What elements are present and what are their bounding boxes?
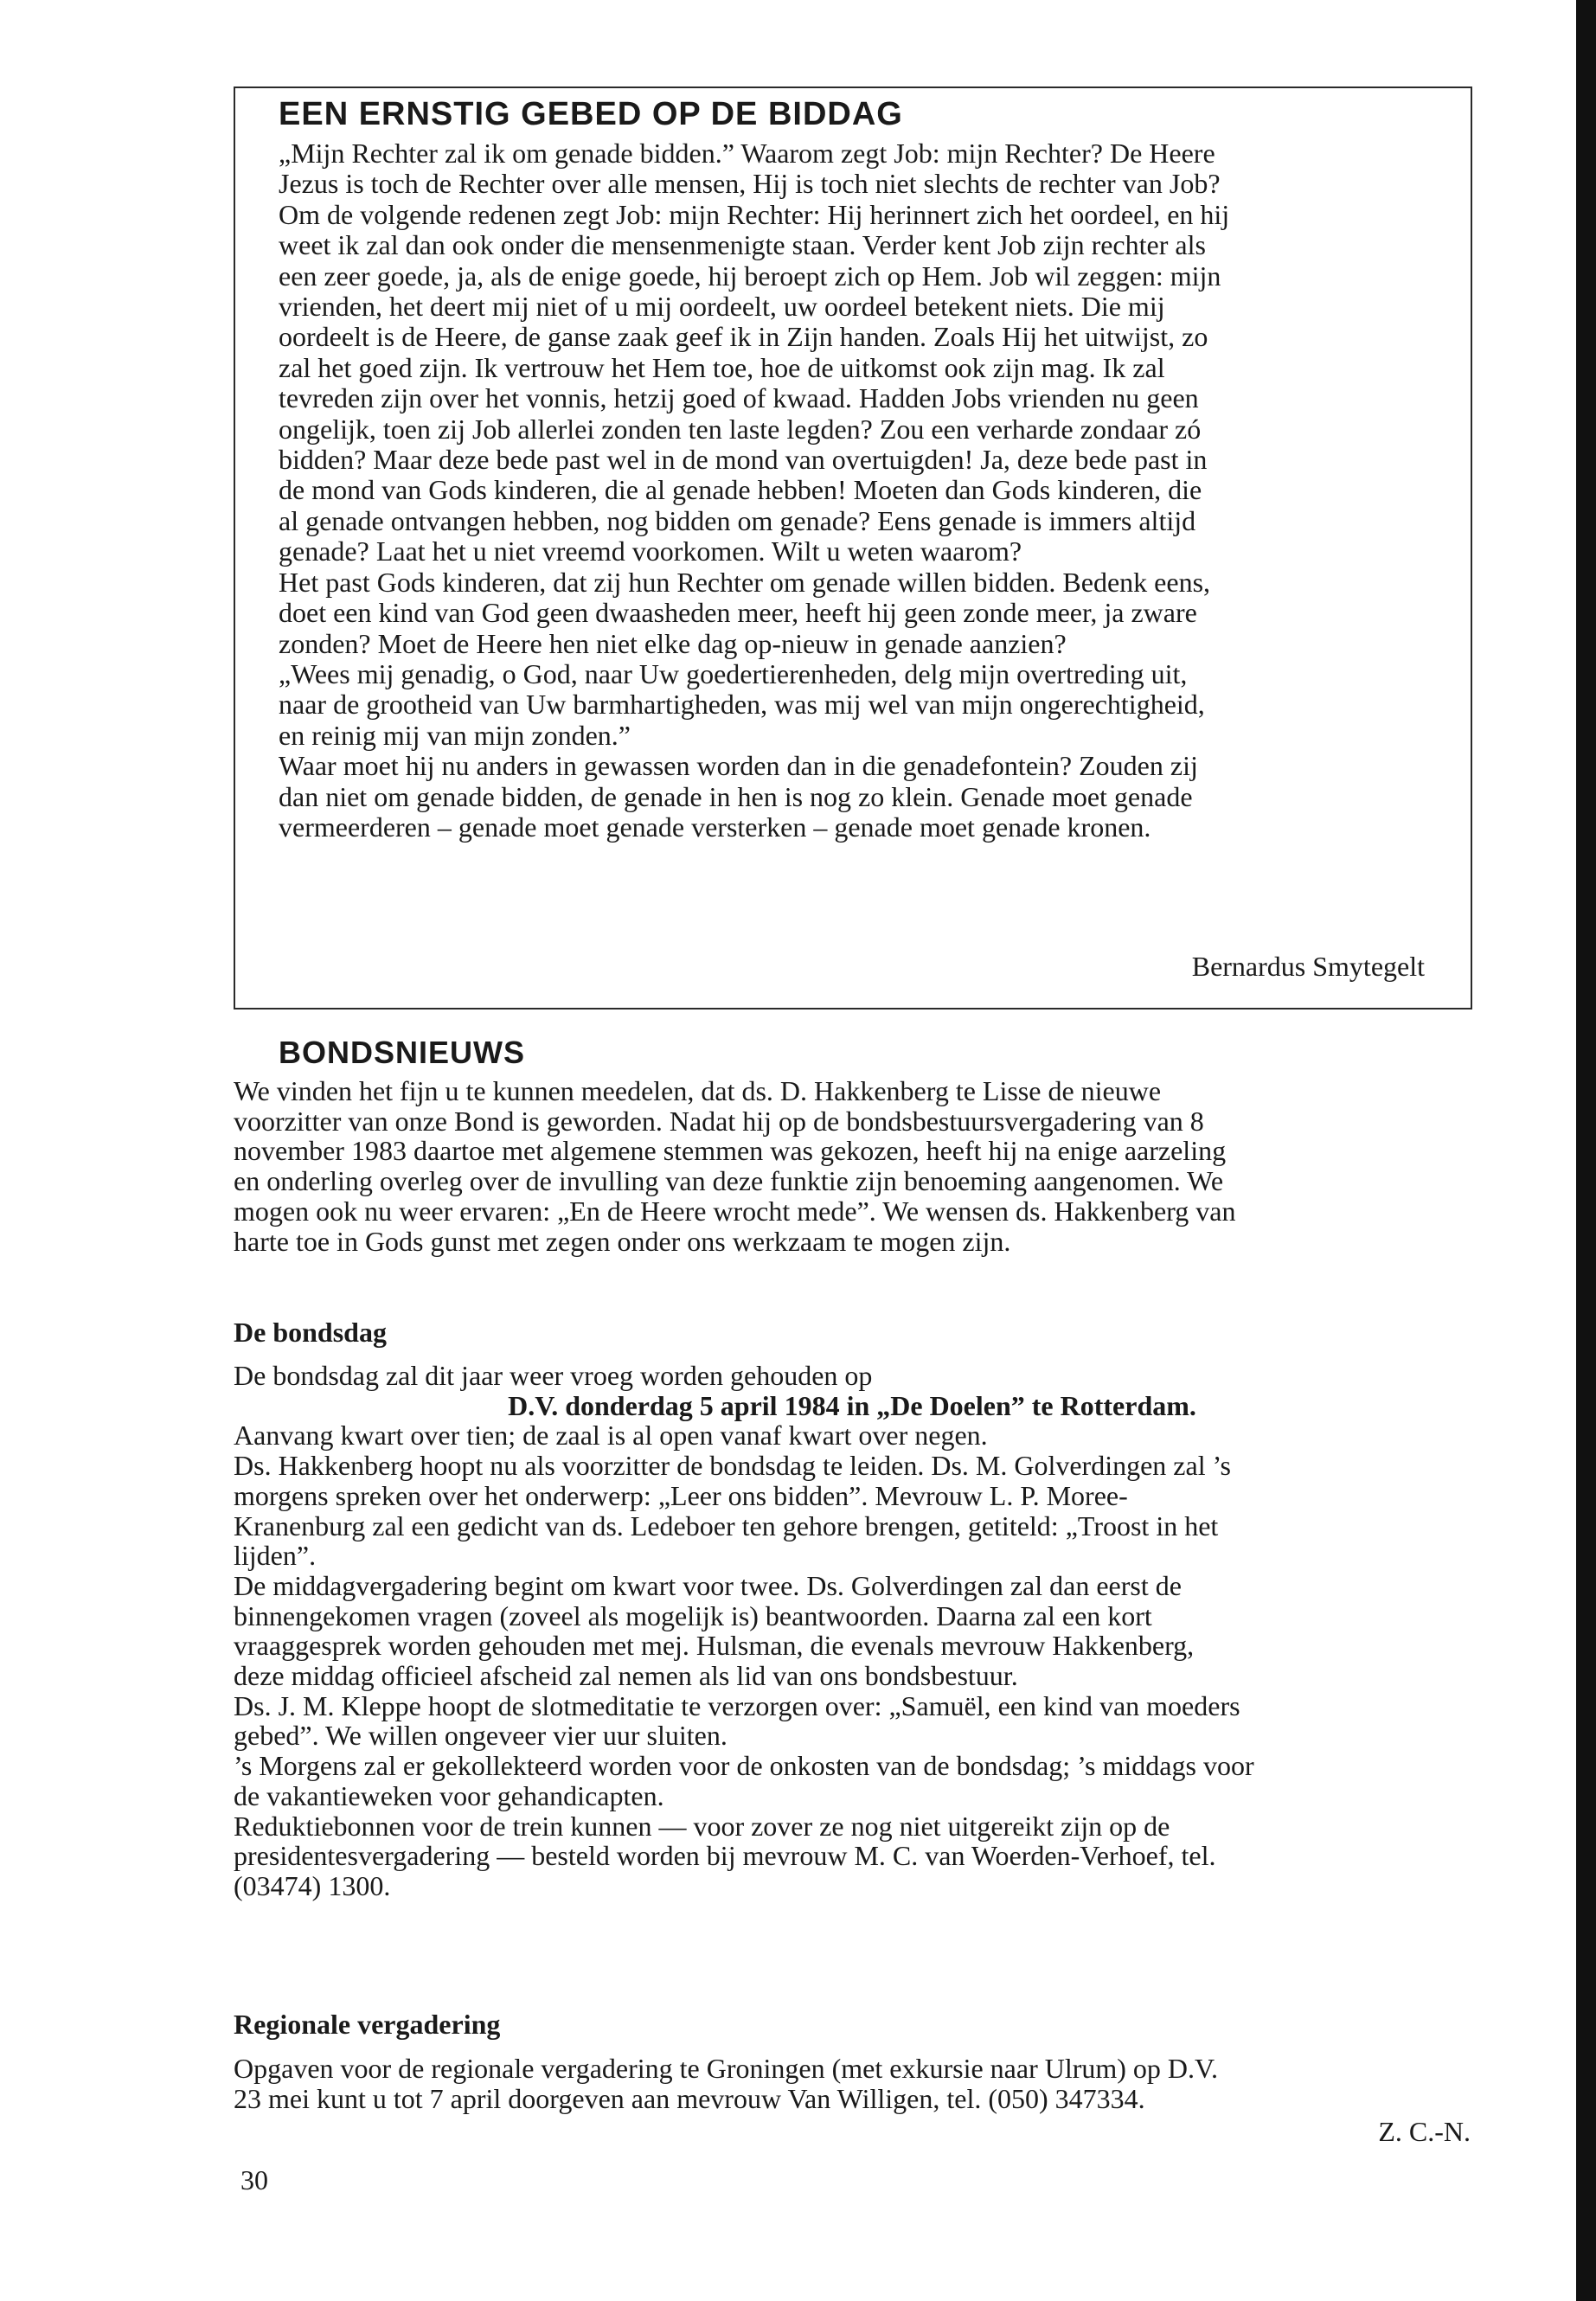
body-line: binnengekomen vragen (zoveel als mogelijk is) beantwoorden. Daarna zal een kort	[234, 1599, 1152, 1631]
body-line: harte toe in Gods gunst met zegen onder ons werkzaam te mogen zijn.	[234, 1225, 1011, 1257]
body-line: vraaggesprek worden gehouden met mej. Hulsman, die evenals mevrouw Hakkenberg,	[234, 1630, 1195, 1662]
body-line: 23 mei kunt u tot 7 april doorgeven aan mevrouw Van Willigen, tel. (050) 347334.	[234, 2082, 1145, 2114]
bondsnieuws-body	[234, 1076, 1471, 1256]
article-line: doet een kind van God geen dwaasheden meer, heeft hij geen zonde meer, ja zware	[279, 597, 1197, 629]
body-line: gebed”. We willen ongeveer vier uur sluiten.	[234, 1720, 727, 1752]
article-author: Bernardus Smytegelt	[1191, 951, 1425, 982]
body-line: en onderling overleg over de invulling van deze funktie zijn benoeming aangenomen. We	[234, 1165, 1224, 1197]
body-line: deze middag officieel afscheid zal nemen als lid van ons bondsbestuur.	[234, 1660, 1018, 1692]
article-line: vrienden, het deert mij niet of u mij oordeelt, uw oordeel betekent niets. Die mij	[279, 291, 1165, 323]
body-line: lijden”.	[234, 1540, 317, 1572]
regionale-body	[234, 2054, 1471, 2113]
article-line: „Wees mij genadig, o God, naar Uw goedertierenheden, delg mijn overtreding uit,	[279, 657, 1188, 689]
bondsdag-body	[234, 1361, 1471, 1901]
article-line: weet ik zal dan ook onder die mensenmenigte staan. Verder kent Job zijn rechter als	[279, 229, 1206, 261]
body-line: De bondsdag zal dit jaar weer vroeg worden gehouden op	[234, 1360, 873, 1391]
body-line: de vakantieweken voor gehandicapten.	[234, 1779, 664, 1811]
article-line: ongelijk, toen zij Job allerlei zonden ten laste legden? Zou een verharde zondaar zó	[279, 413, 1202, 445]
article-line: vermeerderen – genade moet genade versterken – genade moet genade kronen.	[279, 811, 1151, 843]
article-line: en reinig mij van mijn zonden.”	[279, 719, 631, 751]
article-line: bidden? Maar deze bede past wel in de mond van overtuigden! Ja, deze bede past in	[279, 444, 1208, 476]
body-line: Aanvang kwart over tien; de zaal is al open vanaf kwart over negen.	[234, 1420, 988, 1452]
article-line: Om de volgende redenen zegt Job: mijn Rechter: Hij herinnert zich het oordeel, en hij	[279, 198, 1230, 230]
body-line: november 1983 daartoe met algemene stemmen was gekozen, heeft hij na enige aarzeling	[234, 1135, 1227, 1167]
article-line: dan niet om genade bidden, de genade in hen is nog zo klein. Genade moet genade	[279, 780, 1193, 812]
scan-edge-bar	[1576, 0, 1596, 2301]
body-line: Kranenburg zal een gedicht van ds. Ledeboer ten gehore brengen, getiteld: „Troost in het	[234, 1509, 1219, 1541]
body-line: De middagvergadering begint om kwart voor twee. Ds. Golverdingen zal dan eerst de	[234, 1569, 1182, 1601]
article-line: zonden? Moet de Heere hen niet elke dag op-nieuw in genade aanzien?	[279, 627, 1067, 659]
article-line: zal het goed zijn. Ik vertrouw het Hem toe, hoe de uitkomst ook zijn mag. Ik zal	[279, 351, 1165, 383]
body-line: ’s Morgens zal er gekollekteerd worden voor de onkosten van de bondsdag; ’s middags voor	[234, 1750, 1254, 1782]
article-line: tevreden zijn over het vonnis, hetzij goed of kwaad. Hadden Jobs vrienden nu geen	[279, 382, 1199, 414]
article-line: „Mijn Rechter zal ik om genade bidden.” Waarom zegt Job: mijn Rechter? De Heere	[279, 138, 1215, 169]
body-line: presidentesvergadering — besteld worden bij mevrouw M. C. van Woerden-Verhoef, tel.	[234, 1840, 1216, 1872]
body-line: Ds. J. M. Kleppe hoopt de slotmeditatie te verzorgen over: „Samuël, een kind van moeders	[234, 1689, 1240, 1721]
section-title-bondsnieuws: BONDSNIEUWS	[279, 1035, 526, 1070]
article-line: Waar moet hij nu anders in gewassen worden dan in die genadefontein? Zouden zij	[279, 750, 1198, 782]
page-number: 30	[240, 2164, 268, 2195]
body-line: We vinden het fijn u te kunnen meedelen, dat ds. D. Hakkenberg te Lisse de nieuwe	[234, 1075, 1162, 1106]
article-line: oordeelt is de Heere, de ganse zaak geef ik in Zijn handen. Zoals Hij het uitwijst, zo	[279, 321, 1208, 353]
body-line: Opgaven voor de regionale vergadering te Groningen (met exkursie naar Ulrum) op D.V.	[234, 2053, 1219, 2084]
article-line: een zeer goede, ja, als de enige goede, hij beroept zich op Hem. Job wil zeggen: mijn	[279, 260, 1221, 292]
body-line: mogen ook nu weer ervaren: „En de Heere wrocht mede”. We wensen ds. Hakkenberg van	[234, 1195, 1236, 1227]
article-body	[279, 138, 1425, 843]
subheading-regionale-vergadering: Regionale vergadering	[234, 2009, 501, 2040]
body-line: morgens spreken over het onderwerp: „Leer ons bidden”. Mevrouw L. P. Moree-	[234, 1479, 1128, 1511]
article-line: naar de grootheid van Uw barmhartigheden, was mij wel van mijn ongerechtigheid,	[279, 689, 1205, 721]
article-line: genade? Laat het u niet vreemd voorkomen. Wilt u weten waarom?	[279, 535, 1022, 567]
subheading-bondsdag: De bondsdag	[234, 1317, 387, 1348]
signoff: Z. C.-N.	[1378, 2116, 1471, 2147]
body-line: Reduktiebonnen voor de trein kunnen — voor zover ze nog niet uitgereikt zijn op de	[234, 1810, 1170, 1842]
article-title: EEN ERNSTIG GEBED OP DE BIDDAG	[279, 96, 903, 132]
article-line: Jezus is toch de Rechter over alle mensen, Hij is toch niet slechts de rechter van Job?	[279, 168, 1221, 200]
article-line: Het past Gods kinderen, dat zij hun Rechter om genade willen bidden. Bedenk eens,	[279, 566, 1211, 598]
article-line: al genade ontvangen hebben, nog bidden om genade? Eens genade is immers altijd	[279, 504, 1196, 536]
article-line: de mond van Gods kinderen, die al genade hebben! Moeten dan Gods kinderen, die	[279, 474, 1202, 506]
body-line: Ds. Hakkenberg hoopt nu als voorzitter de bondsdag te leiden. Ds. M. Golverdingen zal ’s	[234, 1450, 1231, 1482]
event-date-line: D.V. donderdag 5 april 1984 in „De Doelen” te Rotterdam.	[508, 1389, 1196, 1421]
body-line: (03474) 1300.	[234, 1869, 391, 1901]
body-line: voorzitter van onze Bond is geworden. Nadat hij op de bondsbestuursvergadering van 8	[234, 1105, 1204, 1137]
